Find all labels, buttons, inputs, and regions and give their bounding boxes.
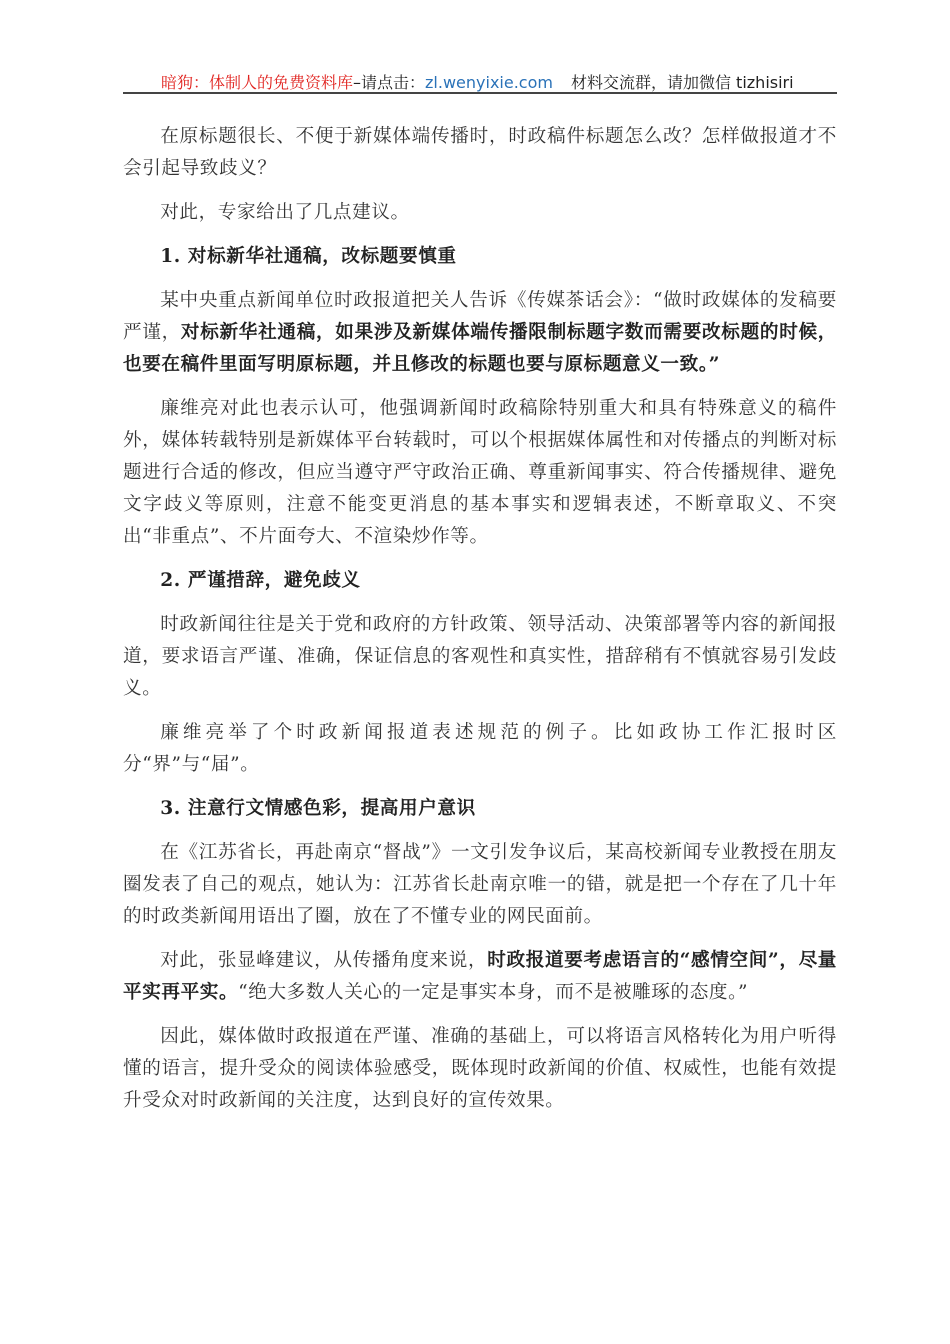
paragraph: 在原标题很长、不便于新媒体端传播时，时政稿件标题怎么改？怎样做报道才不会引起导致歧义？ [123, 126, 837, 179]
paragraph: 在《江苏省长，再赴南京“督战”》一文引发争议后，某高校新闻专业教授在朋友圈发表了自己的观点，她认为：江苏省长赴南京唯一的错，就是把一个存在了几十年的时政类新闻用语出了圈，放在了不懂专业的网民面前。 [123, 842, 837, 927]
paragraph: 因此，媒体做时政报道在严谨、准确的基础上，可以将语言风格转化为用户听得懂的语言，提升受众的阅读体验感受，既体现时政新闻的价值、权威性，也能有效提升受众对时政新闻的关注度，达到良好的宣传效果。 [123, 1026, 837, 1111]
paragraph-text: 对此，张显峰建议，从传播角度来说， [160, 950, 488, 971]
paragraph: 对此，专家给出了几点建议。 [160, 202, 410, 223]
bold-text: 时政报道要考虑语言的“感情空间”，尽量平实再平实。 [123, 950, 838, 1003]
paragraph: 廉维亮举了个时政新闻报道表述规范的例子。比如政协工作汇报时区分“界”与“届”。 [123, 722, 837, 775]
article-body [123, 121, 837, 1129]
contact-text: 材料交流群，请加微信 tizhisiri [570, 73, 794, 92]
click-prompt: –请点击： [353, 73, 426, 92]
section-heading: 1. 对标新华社通稿，改标题要慎重 [160, 246, 457, 267]
page-header [123, 68, 837, 94]
paragraph [123, 285, 837, 381]
section-heading: 2. 严谨措辞，避免歧义 [160, 570, 361, 591]
paragraph-text: “绝大多数人关心的一定是事实本身，而不是被雕琢的态度。” [238, 982, 749, 1003]
paragraph: 时政新闻往往是关于党和政府的方针政策、领导活动、决策部署等内容的新闻报道，要求语言严谨、准确，保证信息的客观性和真实性，措辞稍有不慎就容易引发歧义。 [123, 614, 837, 699]
website-link[interactable]: zl.wenyixie.com [425, 73, 553, 92]
brand-text: 暗狗：体制人的免费资料库 [161, 73, 354, 92]
paragraph [123, 945, 837, 1009]
paragraph: 廉维亮对此也表示认可，他强调新闻时政稿除特别重大和具有特殊意义的稿件外，媒体转载特别是新媒体平台转载时，可以个根据媒体属性和对传播点的判断对标题进行合适的修改，但应当遵守严守政治正确、尊重新闻事实、符合传播规律、避免文字歧义等原则，注意不能变更消息的基本事实和逻辑表述，不断章取义、不突出“非重点”、不片面夸大、不渲染炒作等。 [123, 398, 837, 547]
section-heading: 3. 注意行文情感色彩，提高用户意识 [160, 798, 476, 819]
paragraph-text: 某中央重点新闻单位时政报道把关人告诉《传媒茶话会》：“做时政媒体的发稿要严谨， [123, 290, 837, 343]
bold-text: 对标新华社通稿，如果涉及新媒体端传播限制标题字数而需要改标题的时候，也要在稿件里面写明原标题，并且修改的标题也要与原标题意义一致。” [123, 322, 837, 375]
